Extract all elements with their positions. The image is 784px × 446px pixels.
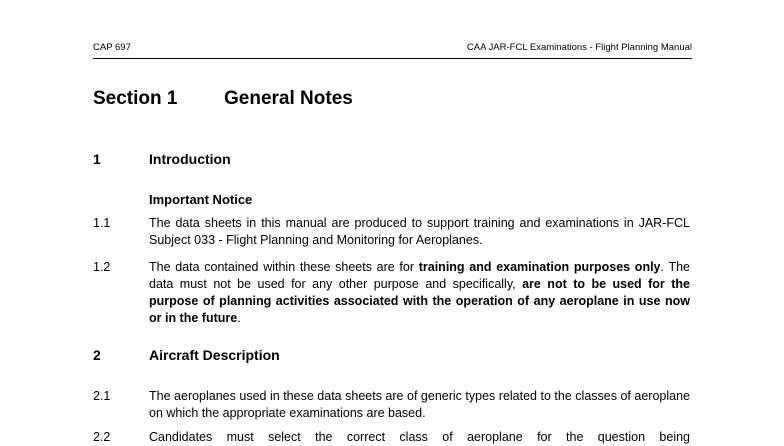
paragraph-1-2-bold-part-1: training and examination purposes only: [418, 260, 661, 274]
paragraph-2-2-text: Candidates must select the correct class of aeroplane for the question being: [149, 430, 690, 444]
paragraph-1-1-text: The data sheets in this manual are produced to support training and examinations in JAR-FCL Subject 033 - Flight Planning and Monitoring for Aeroplanes.: [149, 216, 690, 247]
heading-1-title: Introduction: [149, 151, 231, 167]
paragraph-1-2-text-part-3: .: [237, 311, 241, 325]
paragraph-2-2-number: 2.2: [93, 430, 111, 444]
heading-1-number: 1: [93, 151, 101, 167]
important-notice-heading: Important Notice: [149, 192, 253, 207]
heading-2-title: Aircraft Description: [149, 347, 280, 363]
paragraph-1-2-text: [149, 259, 690, 327]
heading-2-number: 2: [93, 347, 101, 363]
section-title: General Notes: [224, 88, 353, 109]
paragraph-1-1-number: 1.1: [93, 216, 111, 230]
running-header-doc-title: CAA JAR-FCL Examinations - Flight Planning Manual: [466, 42, 692, 53]
paragraph-2-1-number: 2.1: [93, 389, 111, 403]
header-rule: [93, 58, 692, 59]
paragraph-1-2-number: 1.2: [93, 260, 111, 274]
paragraph-1-2-text-part-2: . The data must not be used for any other purpose and specifically,: [149, 260, 690, 291]
paragraph-2-1-text: The aeroplanes used in these data sheets are of generic types related to the classes of aeroplane on which the appropriate examinations are based.: [149, 389, 690, 420]
paragraph-1-2-text-part-1: The data contained within these sheets are for: [149, 260, 419, 274]
section-number: Section 1: [93, 88, 178, 109]
paragraph-1-2-bold-part-2: are not to be used for the purpose of planning activities associated with the operation of any aeroplane in use now or in the future: [149, 277, 690, 325]
running-header-doc-id: CAP 697: [93, 42, 131, 53]
